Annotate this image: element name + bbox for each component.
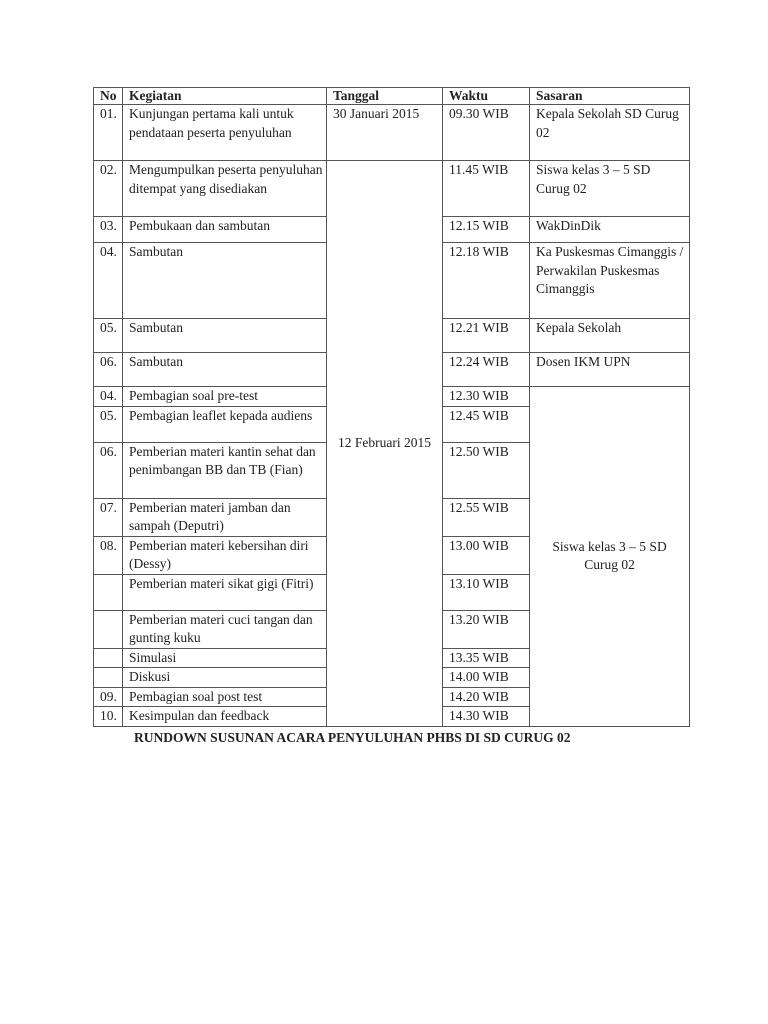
cell-kegiatan: Kunjungan pertama kali untuk pendataan peserta penyuluhan: [123, 105, 327, 161]
cell-sasaran-merged: Siswa kelas 3 – 5 SD Curug 02: [530, 387, 690, 727]
cell-kegiatan: Sambutan: [123, 353, 327, 387]
cell-waktu: 09.30 WIB: [443, 105, 530, 161]
cell-sasaran: WakDinDik: [530, 217, 690, 243]
cell-waktu: 13.00 WIB: [443, 536, 530, 574]
cell-waktu: 14.30 WIB: [443, 707, 530, 727]
cell-waktu: 13.20 WIB: [443, 610, 530, 648]
cell-kegiatan: Sambutan: [123, 319, 327, 353]
cell-no: [94, 668, 123, 688]
header-tanggal: Tanggal: [327, 88, 443, 105]
cell-no: 04.: [94, 387, 123, 407]
cell-no: 04.: [94, 243, 123, 319]
cell-tanggal: 30 Januari 2015: [327, 105, 443, 161]
cell-sasaran: Ka Puskesmas Cimanggis / Perwakilan Puskesmas Cimanggis: [530, 243, 690, 319]
cell-no: [94, 574, 123, 610]
cell-no: 10.: [94, 707, 123, 727]
cell-kegiatan: Kesimpulan dan feedback: [123, 707, 327, 727]
cell-sasaran: Kepala Sekolah SD Curug 02: [530, 105, 690, 161]
cell-no: 05.: [94, 319, 123, 353]
cell-waktu: 13.35 WIB: [443, 648, 530, 668]
cell-waktu: 11.45 WIB: [443, 161, 530, 217]
cell-no: 06.: [94, 353, 123, 387]
header-row: [94, 88, 690, 105]
cell-sasaran: Dosen IKM UPN: [530, 353, 690, 387]
table-row: [94, 161, 690, 217]
cell-no: 08.: [94, 536, 123, 574]
cell-tanggal-merged: 12 Februari 2015: [327, 161, 443, 727]
cell-no: [94, 610, 123, 648]
cell-kegiatan: Pembagian leaflet kepada audiens: [123, 406, 327, 442]
header-sasaran: Sasaran: [530, 88, 690, 105]
cell-kegiatan: Pemberian materi kantin sehat dan penimbangan BB dan TB (Fian): [123, 442, 327, 498]
cell-kegiatan: Pemberian materi cuci tangan dan gunting kuku: [123, 610, 327, 648]
rundown-table: [93, 87, 690, 727]
cell-no: 07.: [94, 498, 123, 536]
cell-no: [94, 648, 123, 668]
cell-kegiatan: Pemberian materi sikat gigi (Fitri): [123, 574, 327, 610]
cell-waktu: 12.50 WIB: [443, 442, 530, 498]
cell-no: 05.: [94, 406, 123, 442]
document-title: RUNDOWN SUSUNAN ACARA PENYULUHAN PHBS DI SD CURUG 02: [134, 729, 571, 745]
cell-no: 03.: [94, 217, 123, 243]
cell-kegiatan: Pemberian materi jamban dan sampah (Deputri): [123, 498, 327, 536]
cell-kegiatan: Diskusi: [123, 668, 327, 688]
cell-kegiatan: Sambutan: [123, 243, 327, 319]
cell-waktu: 12.15 WIB: [443, 217, 530, 243]
cell-sasaran: Siswa kelas 3 – 5 SD Curug 02: [530, 161, 690, 217]
cell-no: 01.: [94, 105, 123, 161]
cell-waktu: 12.55 WIB: [443, 498, 530, 536]
header-kegiatan: Kegiatan: [123, 88, 327, 105]
cell-kegiatan: Mengumpulkan peserta penyuluhan ditempat yang disediakan: [123, 161, 327, 217]
cell-no: 09.: [94, 687, 123, 707]
document-body: [93, 87, 689, 747]
cell-sasaran: Kepala Sekolah: [530, 319, 690, 353]
cell-waktu: 13.10 WIB: [443, 574, 530, 610]
cell-waktu: 12.30 WIB: [443, 387, 530, 407]
cell-waktu: 12.21 WIB: [443, 319, 530, 353]
cell-no: 02.: [94, 161, 123, 217]
cell-kegiatan: Simulasi: [123, 648, 327, 668]
cell-waktu: 12.18 WIB: [443, 243, 530, 319]
cell-waktu: 12.45 WIB: [443, 406, 530, 442]
cell-kegiatan: Pembukaan dan sambutan: [123, 217, 327, 243]
cell-waktu: 14.20 WIB: [443, 687, 530, 707]
header-waktu: Waktu: [443, 88, 530, 105]
cell-kegiatan: Pemberian materi kebersihan diri (Dessy): [123, 536, 327, 574]
cell-kegiatan: Pembagian soal post test: [123, 687, 327, 707]
cell-waktu: 14.00 WIB: [443, 668, 530, 688]
cell-waktu: 12.24 WIB: [443, 353, 530, 387]
cell-kegiatan: Pembagian soal pre-test: [123, 387, 327, 407]
header-no: No: [94, 88, 123, 105]
table-row: [94, 105, 690, 161]
cell-no: 06.: [94, 442, 123, 498]
